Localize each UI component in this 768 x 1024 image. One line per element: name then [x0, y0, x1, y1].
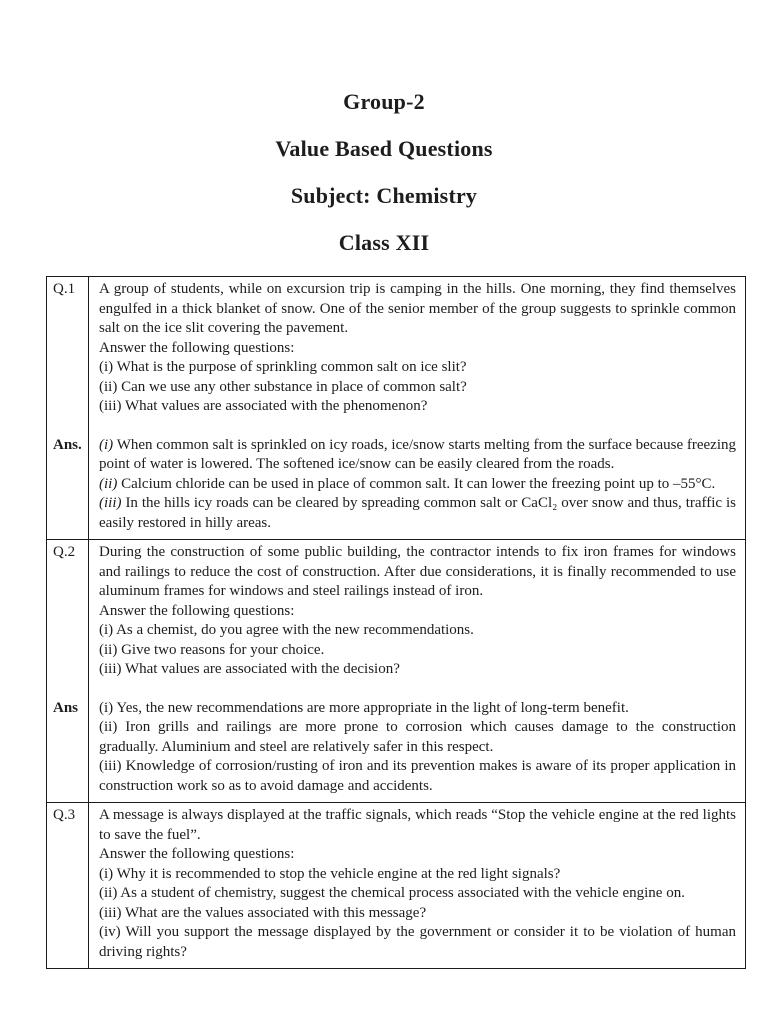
question-number-label: Q.3 [47, 803, 89, 968]
answer-cell [89, 423, 745, 540]
page-title-class: Class XII [338, 230, 430, 255]
sub-question-ii: (ii) Give two reasons for your choice. [99, 641, 325, 658]
sub-question-iv: (iv) Will you support the message displayed by the government or consider it to be violation of human driving rights? [99, 924, 736, 960]
answer-cell [89, 686, 745, 803]
answer-prompt: Answer the following questions: [99, 339, 295, 356]
answer-label: Ans [47, 686, 89, 803]
sub-question-ii: (ii) As a student of chemistry, suggest the chemical process associated with the vehicle engine on. [99, 885, 685, 901]
sub-question-i: (i) What is the purpose of sprinkling common salt on ice slit? [99, 359, 467, 375]
question-intro: A message is always displayed at the traffic signals, which reads “Stop the vehicle engine at the red lights to save the fuel”. [99, 807, 736, 843]
question-intro: During the construction of some public building, the contractor intends to fix iron frames for windows and railings to reduce the cost of construction. After due considerations, it is finally recommended to use aluminum frames for windows and steel railings instead of iron. [99, 544, 736, 599]
sub-question-i: (i) Why it is recommended to stop the vehicle engine at the red light signals? [99, 865, 561, 882]
answer-item-text: When common salt is sprinkled on icy roads, ice/snow starts melting from the surface because freezing point of water is lowered. The softened ice/snow can be easily cleared from the roads. [99, 436, 737, 472]
sub-question-iii: (iii) What are the values associated with this message? [99, 904, 427, 921]
answer-item-text: Calcium chloride can be used in place of common salt. It can lower the freezing point up to –55°C. [121, 475, 716, 492]
qa-row-q2 [47, 539, 745, 802]
sub-question-iii: (iii) What values are associated with the phenomenon? [99, 398, 428, 414]
question-cell [89, 803, 745, 968]
answer-item-ii [99, 718, 736, 757]
qa-row-q3 [47, 802, 745, 968]
page-title-type: Value Based Questions [275, 136, 493, 161]
answer-item-marker: (i) [99, 699, 114, 716]
sub-question-iii: (iii) What values are associated with the decision? [99, 661, 400, 677]
question-number-label: Q.1 [47, 277, 89, 423]
qa-row-q1 [47, 277, 745, 539]
answer-item-text: Yes, the new recommendations are more appropriate in the light of long-term benefit. [116, 699, 629, 716]
page-title-group: Group-2 [343, 89, 425, 114]
qa-table [46, 276, 746, 969]
answer-item-marker: (ii) [99, 719, 118, 735]
answer-item-marker: (ii) [99, 475, 118, 492]
question-cell [89, 540, 745, 686]
answer-item-ii [99, 475, 736, 495]
answer-item-text: Knowledge of corrosion/rusting of iron and its prevention makes is aware of its proper application in construction work so as to avoid damage and accidents. [99, 758, 736, 794]
answer-label: Ans. [47, 423, 89, 540]
question-number-label: Q.2 [47, 540, 89, 686]
question-intro: A group of students, while on excursion trip is camping in the hills. One morning, they find themselves engulfed in a thick blanket of snow. One of the senior member of the group suggests to sprinkle common salt on the ice slit covering the pavement. [99, 281, 736, 336]
answer-item-marker: (iii) [99, 758, 122, 774]
answer-item-i [99, 436, 736, 475]
answer-item-i [99, 699, 736, 719]
answer-item-marker: (iii) [99, 495, 122, 511]
answer-item-marker: (i) [99, 436, 114, 453]
sub-question-ii: (ii) Can we use any other substance in place of common salt? [99, 378, 467, 395]
answer-prompt: Answer the following questions: [99, 602, 295, 619]
question-cell [89, 277, 745, 423]
page-title-subject: Subject: Chemistry [290, 183, 478, 208]
answer-item-text: In the hills icy roads can be cleared by spreading common salt or CaCl₂ over snow and thus, traffic is easily restored in hilly areas. [99, 495, 737, 531]
answer-item-text: Iron grills and railings are more prone to corrosion which causes damage to the construction gradually. Aluminium and steel are relatively safer in this respect. [99, 719, 737, 755]
answer-item-iii [99, 494, 736, 533]
answer-item-iii [99, 757, 736, 796]
answer-prompt: Answer the following questions: [99, 846, 295, 862]
title-block [0, 0, 768, 257]
sub-question-i: (i) As a chemist, do you agree with the new recommendations. [99, 622, 474, 638]
